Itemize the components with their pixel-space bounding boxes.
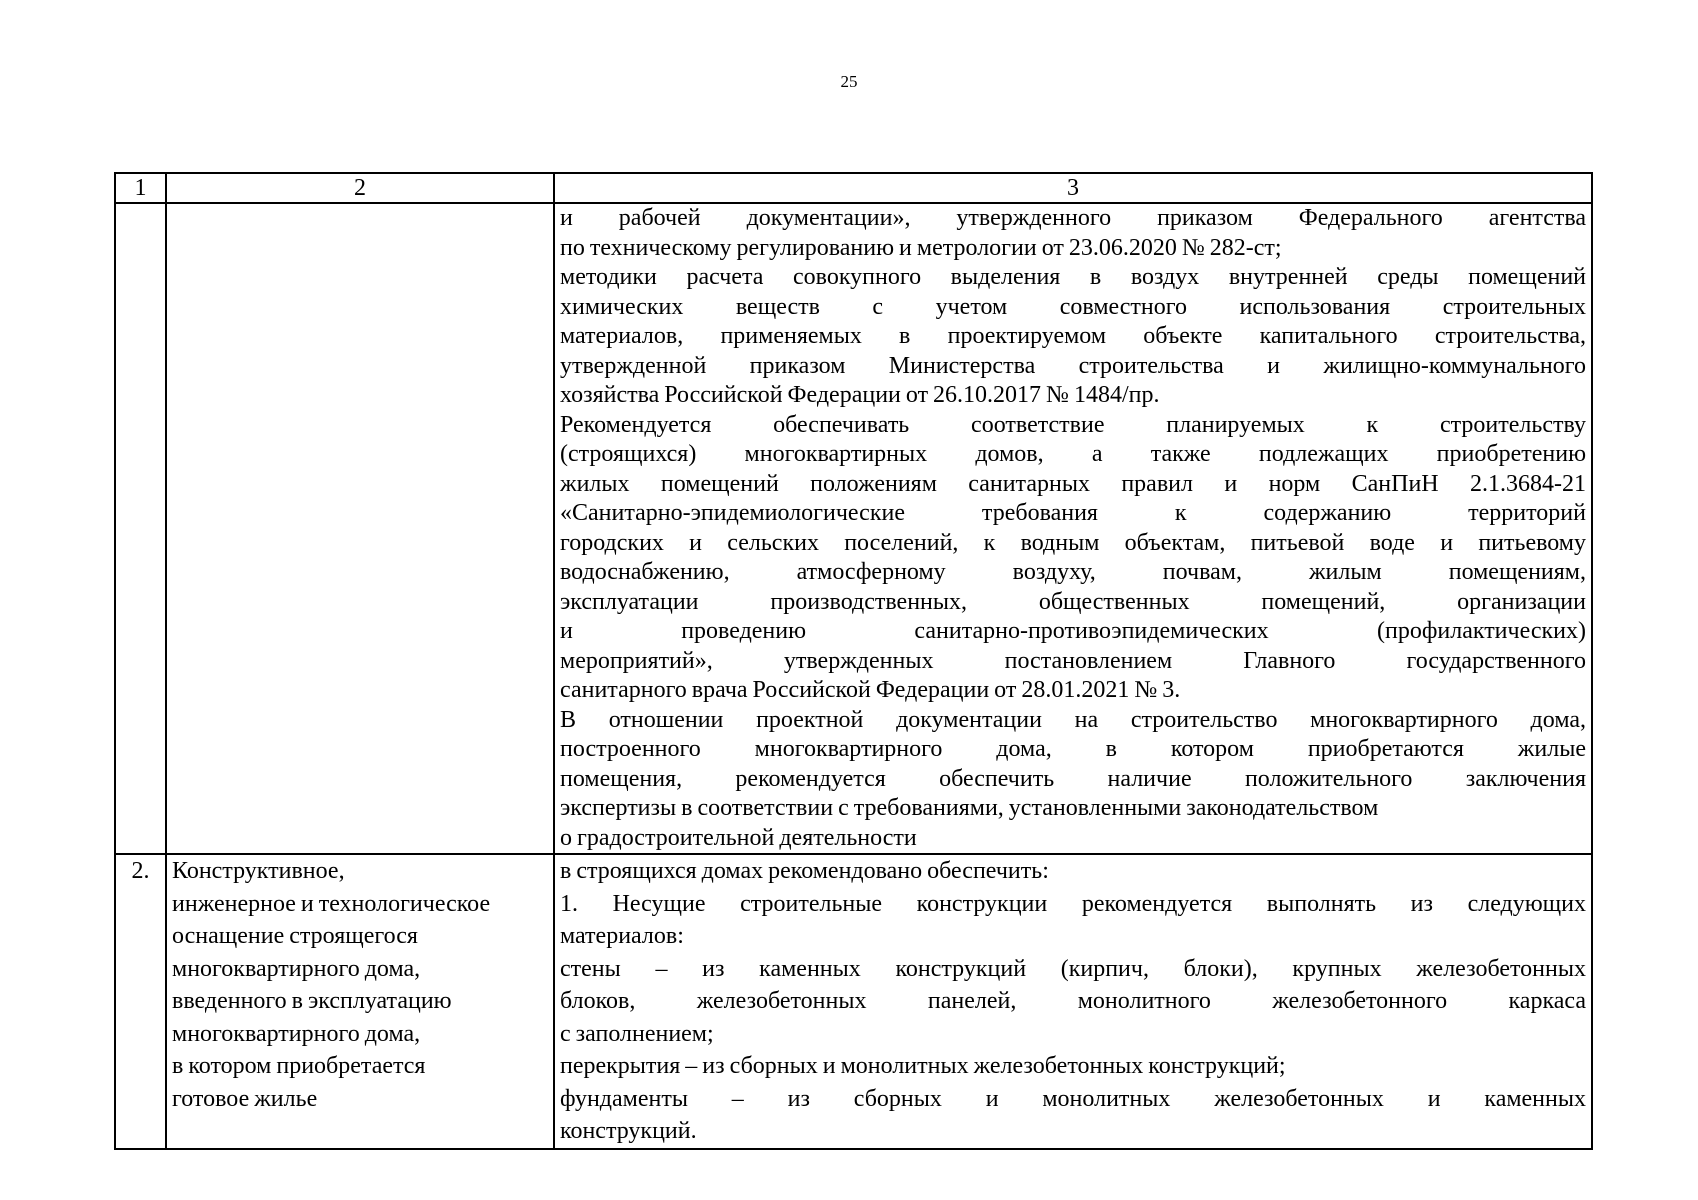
title-line: введенного в эксплуатацию xyxy=(172,988,452,1014)
text-line: конструкций. xyxy=(560,1118,697,1144)
title-line: Конструктивное, xyxy=(172,858,345,884)
text-line: Рекомендуется обеспечивать соответствие планируемых к строительству xyxy=(560,411,1586,438)
title-line: оснащение строящегося xyxy=(172,923,418,949)
text-line: водоснабжению, атмосферному воздуху, почвам, жилым помещениям, xyxy=(560,559,1586,585)
text-line: эксплуатации производственных, общественных помещений, организации xyxy=(560,588,1586,615)
requirements-table xyxy=(114,172,1593,1150)
title-line: инженерное и технологическое xyxy=(172,890,491,917)
text-line: утвержденной приказом Министерства строительства и жилищно-коммунального xyxy=(560,352,1586,379)
text-line: о градостроительной деятельности xyxy=(560,824,917,851)
text-line: санитарного врача Российской Федерации от 28.01.2021 № 3. xyxy=(560,677,1181,703)
row1-content-cell xyxy=(554,203,1592,854)
text-line: экспертизы в соответствии с требованиями, установленными законодательством xyxy=(560,795,1379,821)
text-line: стены – из каменных конструкций (кирпич, блоки), крупных железобетонных xyxy=(560,955,1586,982)
row2-number-cell: 2. xyxy=(115,854,166,1149)
text-line: материалов, применяемых в проектируемом объекте капитального строительства, xyxy=(560,323,1586,349)
page-number: 25 xyxy=(840,72,858,91)
text-line: перекрытия – из сборных и монолитных железобетонных конструкций; xyxy=(560,1053,1286,1079)
title-line: готовое жилье xyxy=(172,1085,318,1112)
row2-title-cell xyxy=(166,854,554,1149)
text-line: мероприятий», утвержденных постановлением Главного государственного xyxy=(560,647,1586,674)
row2-content-cell xyxy=(554,854,1592,1149)
text-line: химических веществ с учетом совместного использования строительных xyxy=(560,293,1586,320)
text-line: в строящихся домах рекомендовано обеспечить: xyxy=(560,858,1049,884)
table-row xyxy=(115,203,1592,854)
header-col-3: 3 xyxy=(554,173,1592,203)
text-line: блоков, железобетонных панелей, монолитного железобетонного каркаса xyxy=(560,988,1586,1014)
text-line: методики расчета совокупного выделения в воздух внутренней среды помещений xyxy=(560,264,1586,290)
text-line: (строящихся) многоквартирных домов, а также подлежащих приобретению xyxy=(560,441,1586,467)
text-line: материалов: xyxy=(560,923,684,949)
text-line: и рабочей документации», утвержденного приказом Федерального агентства xyxy=(560,205,1586,231)
title-line: многоквартирного дома, xyxy=(172,1020,421,1047)
text-line: фундаменты – из сборных и монолитных железобетонных и каменных xyxy=(560,1085,1586,1112)
table-row xyxy=(115,854,1592,1149)
text-line: построенного многоквартирного дома, в котором приобретаются жилые xyxy=(560,736,1586,762)
header-col-1: 1 xyxy=(115,173,166,203)
table-header-row xyxy=(115,173,1592,203)
text-line: хозяйства Российской Федерации от 26.10.2017 № 1484/пр. xyxy=(560,382,1160,408)
text-line: «Санитарно-эпидемиологические требования к содержанию территорий xyxy=(560,500,1586,526)
text-line: с заполнением; xyxy=(560,1020,714,1047)
title-line: многоквартирного дома, xyxy=(172,955,421,982)
title-line: в котором приобретается xyxy=(172,1053,426,1079)
row1-title-cell xyxy=(166,203,554,854)
text-line: помещения, рекомендуется обеспечить наличие положительного заключения xyxy=(560,765,1586,792)
text-line: по техническому регулированию и метрологии от 23.06.2020 № 282-ст; xyxy=(560,234,1282,261)
text-line: и проведению санитарно-противоэпидемических (профилактических) xyxy=(560,618,1586,644)
row1-number-cell xyxy=(115,203,166,854)
text-line: 1. Несущие строительные конструкции рекомендуется выполнять из следующих xyxy=(560,890,1586,917)
text-line: жилых помещений положениям санитарных правил и норм СанПиН 2.1.3684-21 xyxy=(560,470,1586,497)
header-col-2: 2 xyxy=(166,173,554,203)
text-line: В отношении проектной документации на строительство многоквартирного дома, xyxy=(560,706,1586,733)
text-line: городских и сельских поселений, к водным объектам, питьевой воде и питьевому xyxy=(560,529,1586,556)
